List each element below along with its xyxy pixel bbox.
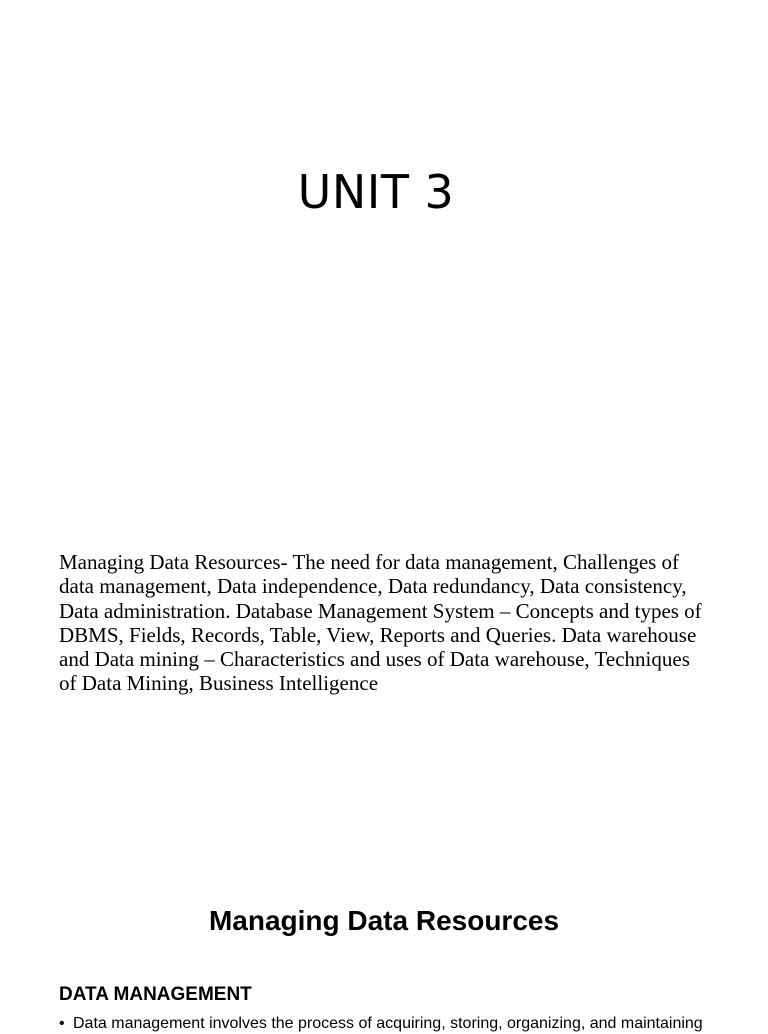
bullet-text: Data management involves the process of acquiring, storing, organizing, and maintaining [73,1015,703,1032]
unit-title: UNIT 3 [297,165,455,219]
syllabus-paragraph: Managing Data Resources- The need for data management, Challenges of data management, Data independence, Data redundancy, Data consistency, Data administration. Database Management System – Concepts and types of DBMS, Fields, Records, Table, View, Reports and Queries. Data warehouse and Data mining – Characteristics and uses of Data warehouse, Techniques of Data Mining, Business Intelligence [59,550,702,696]
sub-heading: DATA MANAGEMENT [59,984,252,1005]
section-title: Managing Data Resources [208,905,560,936]
bullet-icon: • [59,1015,65,1032]
bullet-item [59,1014,719,1034]
